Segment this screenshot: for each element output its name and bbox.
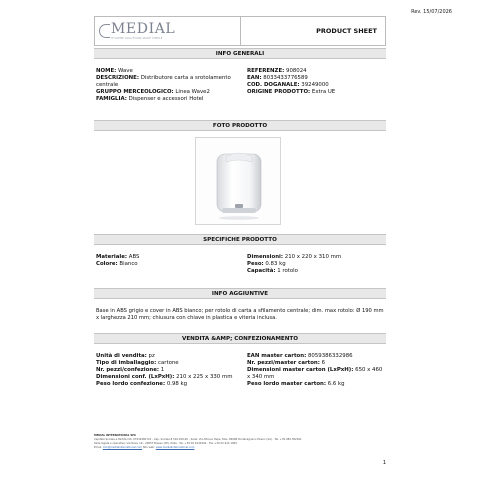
field-descrizione: DESCRIZIONE: Distributore carta a srotolamento centrale <box>96 75 231 88</box>
field-cod-doganale: COD. DOGANALE: 39249000 <box>247 82 329 88</box>
logo-arc-icon <box>99 24 110 38</box>
field-origine: ORIGINE PRODOTTO: Extra UE <box>247 89 336 95</box>
field-unita-vendita: Unità di vendita: pz <box>96 353 155 359</box>
vendita-right <box>241 353 386 388</box>
field-dimensioni: Dimensioni: 210 x 220 x 310 mm <box>247 254 342 260</box>
section-specifiche-prodotto: SPECIFICHE PRODOTTO <box>94 234 386 245</box>
specifiche-left <box>96 254 241 275</box>
field-famiglia: FAMIGLIA: Dispenser e accessori Hotel <box>96 96 204 102</box>
field-dimensioni-conf: Dimensioni conf. (LxPxH): 210 x 225 x 330 mm <box>96 374 233 380</box>
product-photo <box>195 137 281 225</box>
sheet-title: PRODUCT SHEET <box>316 27 377 35</box>
vendita-left <box>96 353 241 388</box>
section-info-generali: INFO GENERALI <box>94 48 386 59</box>
medial-logo <box>95 17 241 45</box>
field-tipo-imballaggio: Tipo di imballaggio: cartone <box>96 360 179 366</box>
field-pezzi-master: Nr. pezzi/master carton: 6 <box>247 360 326 366</box>
field-ean: EAN: 8033433776589 <box>247 75 308 81</box>
field-dimensioni-master: Dimensioni master carton (LxPxH): 650 x 460 x 340 mm <box>247 367 383 380</box>
field-ean-master: EAN master carton: 8059386332986 <box>247 353 353 359</box>
footer-email-link[interactable]: info@medialinternational.com <box>102 446 143 449</box>
field-peso: Peso: 0.83 kg <box>247 261 286 267</box>
field-colore: Colore: Bianco <box>96 261 138 267</box>
info-generali-right <box>241 68 386 103</box>
field-referenze: REFERENZE: 908024 <box>247 68 307 74</box>
field-gruppo: GRUPPO MERCEOLOGICO: Linea Wave2 <box>96 89 210 95</box>
field-materiale: Materiale: ABS <box>96 254 140 260</box>
footer-contacts: Email: info@medialinternational.com Sito web: www.medialinternational.com <box>94 446 195 449</box>
specifiche-grid <box>96 254 386 275</box>
dispenser-image <box>196 138 282 226</box>
logo-word: MEDIAL <box>111 21 176 37</box>
section-vendita-confezionamento: VENDITA &AMP; CONFEZIONAMENTO <box>94 333 386 344</box>
footer-line1: Capitale Sociale e Partita IVA: 07934480722 - Cap. Sociale € 516.456,90 - Sede: Via Alfonso Papa, 5bis, 84098 Pontecagnano Faiano (SA) - Tel. +39 089 382941 <box>94 438 302 441</box>
header <box>94 16 386 46</box>
logo-tagline: HYGIENE SOLUTIONS MADE SIMPLE <box>111 37 163 40</box>
field-pezzi-confezione: Nr. pezzi/confezione: 1 <box>96 367 165 373</box>
section-foto-prodotto: FOTO PRODOTTO <box>94 120 386 131</box>
info-aggiuntive-text: Base in ABS grigio e cover in ABS bianco; per rotolo di carta a sfilamento centrale; dim. max rotolo: Ø 190 mm x larghezza 210 mm; chiusura con chiave in plastica e viteria inclusa. <box>96 308 384 321</box>
section-info-aggiuntive: INFO AGGIUNTIVE <box>94 288 386 299</box>
field-peso-confezione: Peso lordo confezione: 0.98 kg <box>96 381 188 387</box>
page-number: 1 <box>382 460 386 466</box>
field-capacita: Capacità: 1 rotolo <box>247 268 298 274</box>
info-generali-left <box>96 68 241 103</box>
footer-company: MEDIAL INTERNATIONAL SPA <box>94 434 136 437</box>
vendita-grid <box>96 353 386 388</box>
field-peso-master: Peso lordo master carton: 6.6 kg <box>247 381 345 387</box>
footer <box>94 434 386 450</box>
footer-line2: Sede legale e operativa: Via Rosa, 16 - 20057 Bresso (MI), Italia - Tel. +39 02 6141904 - Fax +39 02 614 1905 <box>94 442 237 445</box>
specifiche-right <box>241 254 386 275</box>
revision-date: Rev. 15/07/2026 <box>411 9 452 15</box>
info-generali-grid <box>96 68 386 103</box>
field-nome: NOME: Wave <box>96 68 133 74</box>
footer-site-link[interactable]: www.medialinternational.com <box>155 446 195 449</box>
